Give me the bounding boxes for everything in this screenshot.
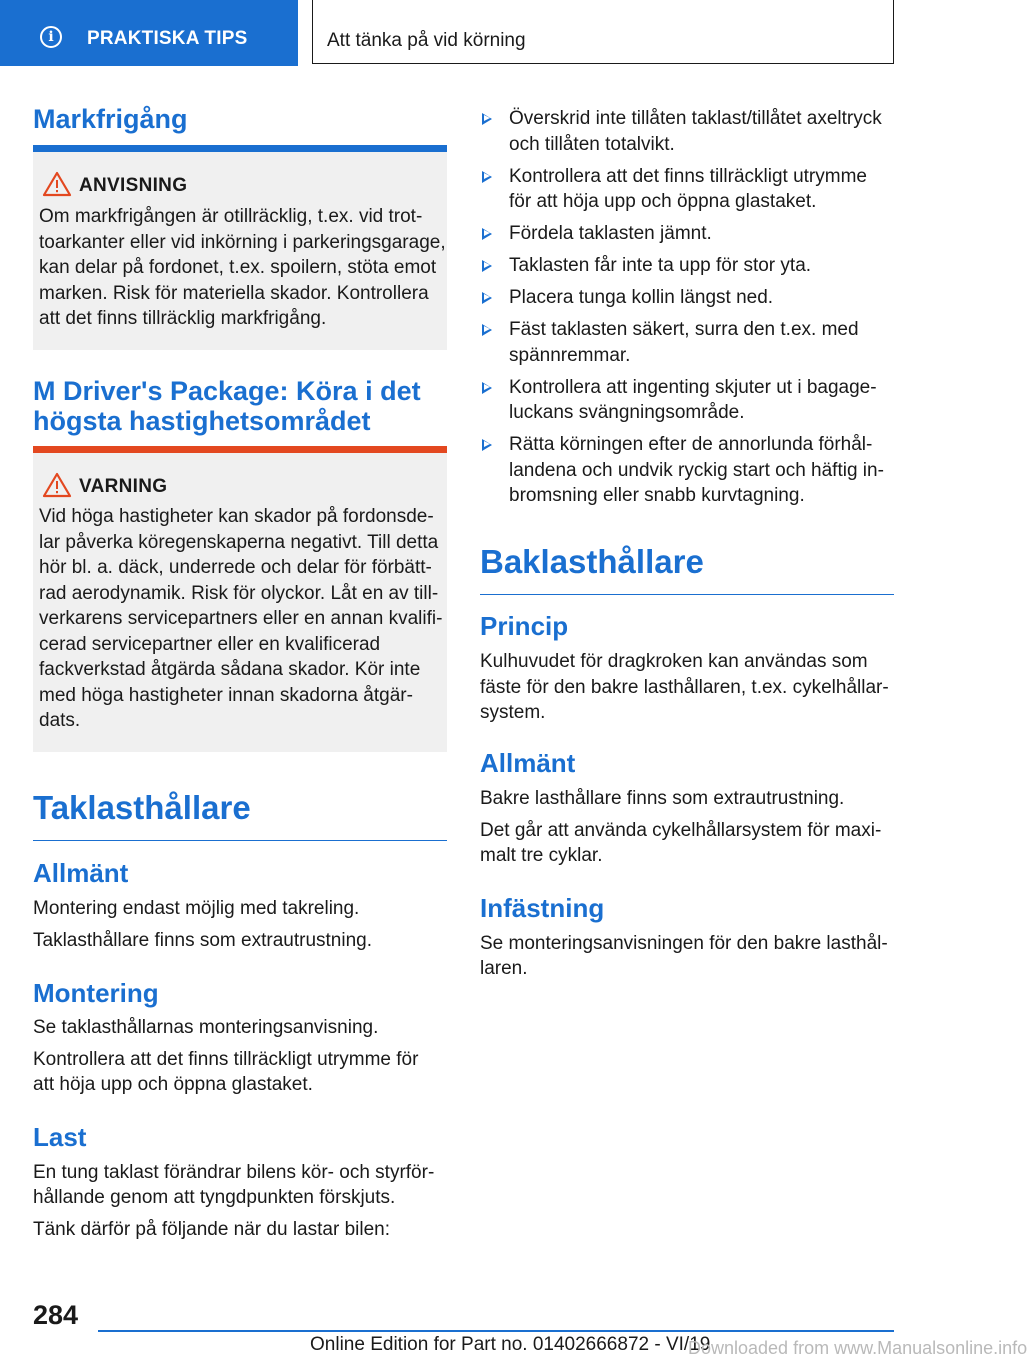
montering-text-1: Se taklasthållarnas monteringsanvisning. xyxy=(33,1017,379,1038)
bullet-triangle-icon xyxy=(482,113,492,125)
montering-text-2b: att höja upp och öppna glastaket. xyxy=(33,1074,313,1095)
bullet-triangle-icon xyxy=(482,228,492,240)
last-text-1a: En tung taklast förändrar bilens kör- och styrför‐ xyxy=(33,1162,435,1183)
princip-heading: Princip xyxy=(480,611,569,641)
montering-heading: Montering xyxy=(33,978,159,1008)
info-icon: i xyxy=(40,26,62,48)
notice-line: toarkanter eller vid inkörning i parkeringsgarage, xyxy=(39,231,446,253)
princip-text xyxy=(480,649,894,726)
mdriver-heading-line: högsta hastighetsområdet xyxy=(33,406,371,436)
list-item-line: Kontrollera att det finns tillräckligt utrymme xyxy=(509,165,867,187)
warning-line: lar påverka köregenskaperna negativt. Till detta xyxy=(39,531,439,553)
warning-title: VARNING xyxy=(79,476,168,497)
warning-line: dats. xyxy=(39,710,81,731)
warning-line: Vid höga hastigheter kan skador på fordonsde‐ xyxy=(39,506,434,527)
warning-line: med höga hastigheter innan skadorna åtgär‐ xyxy=(39,684,413,706)
mdriver-heading-line: M Driver's Package: Köra i det xyxy=(33,376,421,406)
list-item xyxy=(480,164,894,215)
list-item xyxy=(480,285,894,311)
list-item-line: för att höja upp och öppna glastaket. xyxy=(509,191,817,212)
notice-line: marken. Risk för materiella skador. Kontrollera xyxy=(39,282,429,304)
bullet-triangle-icon xyxy=(482,382,492,394)
princip-line: fäste för den bakre lasthållaren, t.ex. cykelhållar‐ xyxy=(480,676,889,698)
mdriver-heading xyxy=(33,376,421,436)
list-item-line: Fäst taklasten säkert, surra den t.ex. med xyxy=(509,319,859,340)
list-item-line: bromsning eller snabb kurvtagning. xyxy=(509,485,805,506)
bullet-triangle-icon xyxy=(482,260,492,272)
allmant-right-text-1: Bakre lasthållare finns som extrautrustning. xyxy=(480,788,845,809)
list-item-line: Överskrid inte tillåten taklast/tillåtet axeltryck xyxy=(509,108,882,129)
last-heading: Last xyxy=(33,1122,87,1152)
list-item-line: Rätta körningen efter de annorlunda förhål‐ xyxy=(509,434,873,455)
bullet-triangle-icon xyxy=(482,439,492,451)
notice-box xyxy=(33,145,447,350)
allmant-heading-left: Allmänt xyxy=(33,858,129,888)
warning-triangle-icon xyxy=(42,171,72,197)
allmant-text-2: Taklasthållare finns som extrautrustning. xyxy=(33,930,372,951)
list-item-line: Taklasten får inte ta upp för stor yta. xyxy=(509,255,812,276)
bullet-triangle-icon xyxy=(482,292,492,304)
edition-text: Online Edition for Part no. 01402666872 - VI/19 xyxy=(310,1334,711,1355)
warning-triangle-icon xyxy=(42,472,72,498)
baklasthallare-heading: Baklasthållare xyxy=(480,544,894,595)
notice-line: att det finns tillräcklig markfrigång. xyxy=(39,308,327,329)
list-item-line: Fördela taklasten jämnt. xyxy=(509,223,712,244)
list-item xyxy=(480,375,894,426)
princip-line: Kulhuvudet för dragkroken kan användas som xyxy=(480,651,868,672)
notice-line: Om markfrigången är otillräcklig, t.ex. vid trot‐ xyxy=(39,206,423,227)
list-item-line: Kontrollera att ingenting skjuter ut i bagage‐ xyxy=(509,376,877,398)
notice-bar xyxy=(33,145,447,152)
list-item xyxy=(480,317,894,368)
allmant-right-text-2b: malt tre cyklar. xyxy=(480,845,603,866)
montering-text-2a: Kontrollera att det finns tillräckligt utrymme för xyxy=(33,1049,419,1070)
warning-line: cerad servicepartner eller en kvalificerad xyxy=(39,633,381,655)
loading-checklist xyxy=(480,106,894,515)
last-text-2: Tänk därför på följande när du lastar bilen: xyxy=(33,1219,390,1240)
list-item xyxy=(480,221,894,247)
markfrigang-heading: Markfrigång xyxy=(33,104,188,134)
last-text-1b: hållande genom att tyngdpunkten förskjuts. xyxy=(33,1187,396,1208)
warning-line: verkarens servicepartners eller en annan kvalifi‐ xyxy=(39,608,443,629)
list-item xyxy=(480,106,894,157)
princip-line: system. xyxy=(480,702,546,723)
warning-line: hör bl. a. däck, underrede och delar för förbätt‐ xyxy=(39,557,432,578)
warning-bar xyxy=(33,446,447,453)
list-item-line: luckans svängningsområde. xyxy=(509,402,745,423)
allmant-right-text-2a: Det går att använda cykelhållarsystem för maxi‐ xyxy=(480,820,882,841)
watermark: Downloaded from www.Manualsonline.info xyxy=(688,1338,1027,1358)
page-number: 284 xyxy=(33,1300,79,1330)
chapter-title: Att tänka på vid körning xyxy=(327,30,526,51)
infastning-text-a: Se monteringsanvisningen för den bakre lasthål‐ xyxy=(480,933,888,954)
list-item-line: och tillåten totalvikt. xyxy=(509,133,675,155)
notice-title: ANVISNING xyxy=(79,175,188,196)
warning-line: fackverkstad åtgärda sådana skador. Kör inte xyxy=(39,659,421,680)
allmant-heading-right: Allmänt xyxy=(480,748,576,778)
bullet-triangle-icon xyxy=(482,171,492,183)
section-tab xyxy=(0,0,298,66)
infastning-heading: Infästning xyxy=(480,893,605,923)
list-item xyxy=(480,253,894,279)
footer-divider xyxy=(98,1330,894,1332)
list-item-line: spännremmar. xyxy=(509,344,631,366)
notice-line: kan delar på fordonet, t.ex. spoilern, stöta emot xyxy=(39,257,437,278)
list-item-line: Placera tunga kollin längst ned. xyxy=(509,287,774,308)
infastning-text-b: laren. xyxy=(480,958,528,979)
warning-box xyxy=(33,446,447,752)
list-item xyxy=(480,432,894,509)
section-label: PRAKTISKA TIPS xyxy=(87,28,248,49)
chapter-header xyxy=(312,0,894,64)
bullet-triangle-icon xyxy=(482,324,492,336)
warning-text xyxy=(39,504,447,734)
list-item-line: landena och undvik ryckig start och häftig in‐ xyxy=(509,459,884,481)
taklasthallare-heading: Taklasthållare xyxy=(33,790,447,841)
warning-line: rad aerodynamik. Risk för olyckor. Låt en av till‐ xyxy=(39,582,439,604)
allmant-text-1: Montering endast möjlig med takreling. xyxy=(33,898,360,919)
notice-text xyxy=(39,204,447,332)
